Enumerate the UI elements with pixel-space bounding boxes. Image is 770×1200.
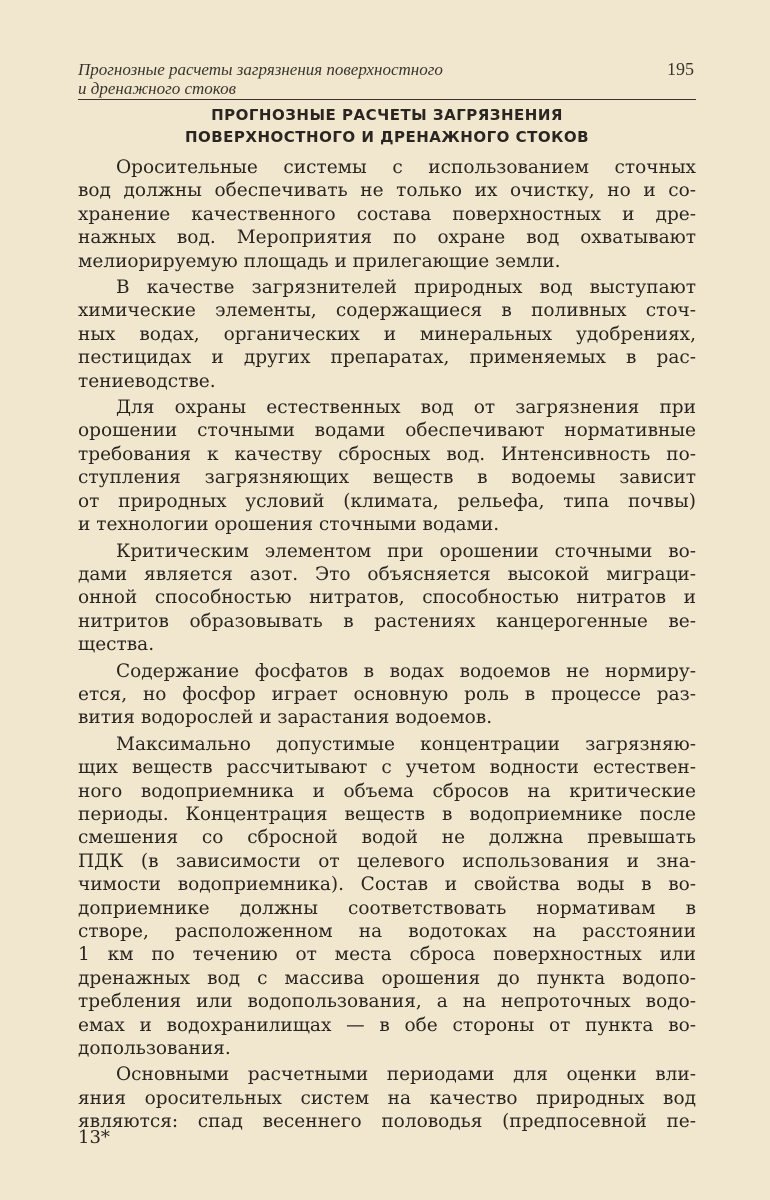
- paragraph: [78, 540, 696, 657]
- text-line: чимости водоприемника). Состав и свойства воды в во-: [78, 874, 696, 896]
- paragraph: [78, 660, 696, 730]
- page-number: 195: [667, 59, 694, 79]
- text-line: Основными расчетными периодами для оценки вли-: [116, 1064, 696, 1086]
- text-line: допользования.: [78, 1038, 231, 1060]
- text-line: Критическим элементом при орошении сточными во-: [116, 540, 696, 562]
- text-line: щества.: [78, 634, 155, 656]
- text-line: химические элементы, содержащиеся в поливных сточ-: [78, 300, 696, 322]
- paragraph: [78, 1063, 696, 1133]
- text-line: нитритов образовывать в растениях канцерогенные ве-: [78, 610, 696, 632]
- text-line: вития водорослей и зарастания водоемов.: [78, 707, 493, 729]
- text-line: щих веществ рассчитывают с учетом водности естествен-: [78, 757, 696, 779]
- text-line: периоды. Концентрация веществ в водоприемнике после: [78, 803, 696, 825]
- running-head: [78, 60, 694, 98]
- text-line: створе, расположенном на водотоках на расстоянии: [78, 921, 696, 942]
- text-line: ПДК (в зависимости от целевого использования и зна-: [78, 850, 696, 872]
- text-line: дренажных вод с массива орошения до пункта водопо-: [78, 967, 696, 989]
- text-line: требования к качеству сбросных вод. Интенсивность по-: [78, 443, 696, 465]
- text-line: ступления загрязняющих веществ в водоемы зависит: [78, 467, 696, 489]
- running-head-line-2: и дренажного стоков: [78, 79, 236, 98]
- header-rule: [78, 99, 696, 100]
- text-line: ных водах, органических и минеральных удобрениях,: [78, 323, 696, 345]
- text-line: нажных вод. Мероприятия по охране вод охватывают: [78, 227, 696, 249]
- paragraph: [78, 156, 696, 273]
- text-line: дами является азот. Это объясняется высокой миграци-: [78, 563, 696, 585]
- text-line: являются: спад весеннего половодья (предпосевной пе-: [78, 1111, 696, 1133]
- text-line: яния оросительных систем на качество природных вод: [78, 1087, 696, 1109]
- text-line: доприемнике должны соответствовать нормативам в: [78, 897, 696, 919]
- text-line: В качестве загрязнителей природных вод выступают: [116, 277, 696, 299]
- text-line: ется, но фосфор играет основную роль в процессе раз-: [78, 683, 696, 705]
- text-line: от природных условий (климата, рельефа, типа почвы): [78, 490, 696, 512]
- signature-mark: 13*: [78, 1127, 110, 1148]
- text-line: Содержание фосфатов в водах водоемов не нормиру-: [116, 660, 696, 682]
- text-line: Оросительные системы с использованием сточных: [116, 157, 696, 178]
- text-line: ного водоприемника и объема сбросов на критические: [78, 780, 696, 802]
- text-line: Для охраны естественных вод от загрязнения при: [116, 397, 696, 419]
- body-text: [78, 156, 696, 1137]
- section-title-line-2: ПОВЕРХНОСТНОГО И ДРЕНАЖНОГО СТОКОВ: [184, 128, 590, 146]
- text-line: требления или водопользования, а на непроточных водо-: [78, 991, 696, 1013]
- text-line: хранение качественного состава поверхностных и дре-: [78, 203, 696, 225]
- paragraph: [78, 396, 696, 536]
- running-head-line-1: Прогнозные расчеты загрязнения поверхностного: [78, 60, 443, 79]
- text-line: мелиорируемую площадь и прилегающие земли.: [78, 250, 561, 272]
- text-line: орошении сточными водами обеспечивают нормативные: [78, 420, 696, 442]
- section-title-line-1: ПРОГНОЗНЫЕ РАСЧЕТЫ ЗАГРЯЗНЕНИЯ: [211, 106, 563, 124]
- paragraph: [78, 733, 696, 1061]
- text-line: тениеводстве.: [78, 370, 216, 392]
- section-title: [78, 104, 696, 148]
- text-line: онной способностью нитратов, способностью нитратов и: [78, 587, 696, 609]
- text-line: вод должны обеспечивать не только их очистку, но и со-: [78, 180, 696, 202]
- text-line: 1 км по течению от места сброса поверхностных или: [78, 944, 696, 966]
- text-line: и технологии орошения сточными водами.: [78, 514, 500, 536]
- text-line: смешения со сбросной водой не должна превышать: [78, 827, 696, 849]
- text-line: пестицидах и других препаратах, применяемых в рас-: [78, 347, 696, 369]
- text-line: емах и водохранилищах — в обе стороны от пункта во-: [78, 1014, 696, 1036]
- text-line: Максимально допустимые концентрации загрязняю-: [116, 733, 696, 755]
- paragraph: [78, 276, 696, 393]
